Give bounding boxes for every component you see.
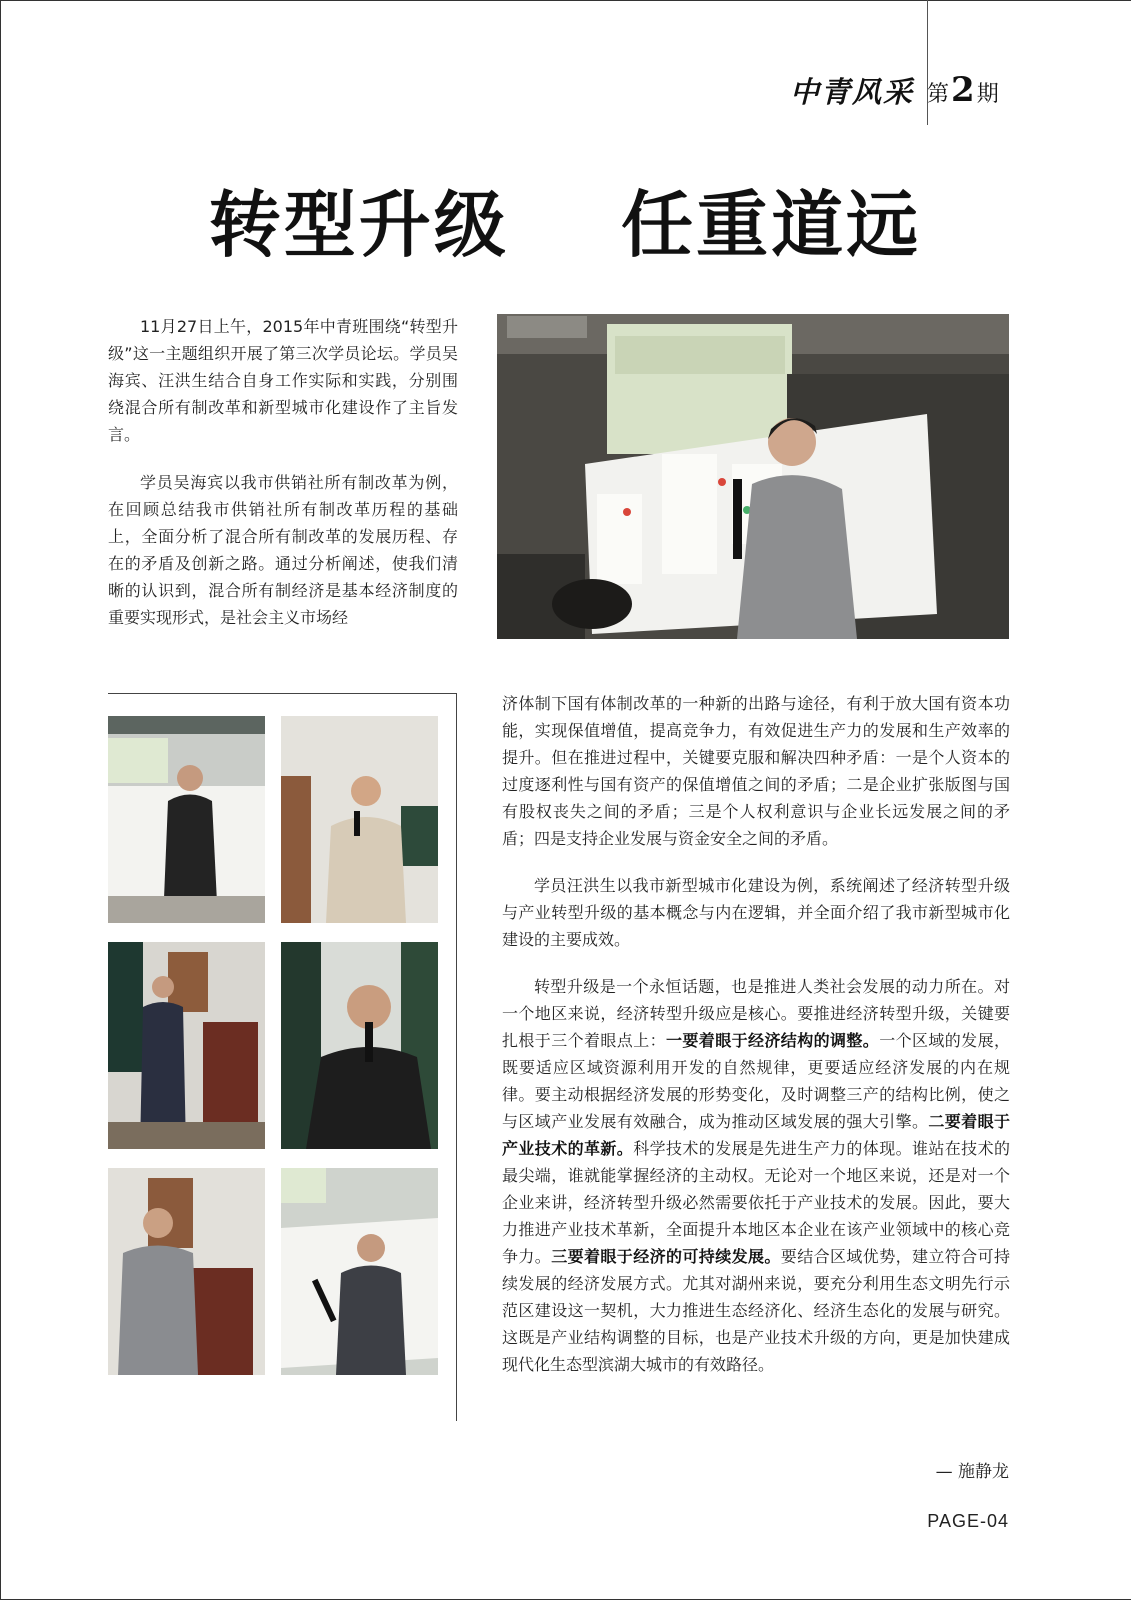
paragraph-wu: 学员吴海宾以我市供销社所有制改革为例，在回顾总结我市供销社所有制改革历程的基础上，全面分析了混合所有制改革的发展历程、存在的矛盾及创新之路。通过分析阐述，使我们清晰的认识到，混合所有制经济是基本经济制度的重要实现形式，是社会主义市场经 — [108, 473, 458, 627]
paragraph-wang: 学员汪洪生以我市新型城市化建设为例，系统阐述了经济转型升级与产业转型升级的基本概念与内在逻辑，并全面介绍了我市新型城市化建设的主要成效。 — [502, 876, 1010, 949]
issue-number: 2 — [951, 70, 975, 110]
paragraph-intro: 11月27日上午，2015年中青班围绕“转型升级”这一主题组织开展了第三次学员论坛。学员吴海宾、汪洪生结合自身工作实际和实践，分别围绕混合所有制改革和新型城市化建设作了主旨发言。 — [108, 317, 458, 444]
left-column — [108, 313, 458, 631]
paragraph-wu-continued: 济体制下国有体制改革的一种新的出路与途径，有利于放大国有资本功能，实现保值增值，提高竞争力，有效促进生产力的发展和生产效率的提升。但在推进过程中，关键要克服和解决四种矛盾：一是个人资本的过度逐利性与国有资产的保值增值之间的矛盾；二是企业扩张版图与国有股权丧失之间的矛盾；三是个人权利意识与企业长远发展之间的矛盾；四是支持企业发展与资金安全之间的矛盾。 — [502, 694, 1010, 848]
point-three: 三要着眼于经济的可持续发展。 — [551, 1247, 781, 1266]
issue-prefix: 第 — [927, 82, 950, 107]
page-number: PAGE-04 — [927, 1511, 1009, 1531]
masthead — [790, 68, 1012, 112]
issue-label — [927, 70, 999, 110]
magazine-name: 中青风采 — [790, 74, 915, 109]
speaker-thumb-3 — [108, 942, 265, 1149]
point-two: 二要着眼于产业技术的革新。 — [502, 1112, 1010, 1158]
issue-suffix: 期 — [976, 82, 999, 107]
speaker-thumb-6 — [281, 1168, 438, 1375]
speaker-thumb-1 — [108, 716, 265, 923]
speaker-photo-2-illustration — [281, 716, 438, 923]
speaker-thumb-4 — [281, 942, 438, 1149]
transformation-text-2: 一个区域的发展，既要适应区域资源利用开发的自然规律，更要适应经济发展的内在规律。要主动根据经济发展的形势变化，及时调整三产的结构比例，使之与区域产业发展有效融合，成为推动区域发展的强大引擎。 — [502, 1031, 1010, 1131]
paragraph-transformation — [502, 973, 1010, 1378]
speaker-thumb-5 — [108, 1168, 265, 1375]
speaker-photo-4-illustration — [281, 942, 438, 1149]
author-signature: — 施静龙 — [935, 1462, 1009, 1482]
article-title: 转型升级 任重道远 — [208, 183, 922, 267]
speaker-thumb-2 — [281, 716, 438, 923]
right-column — [502, 690, 1010, 1378]
speaker-photo-3-illustration — [108, 942, 265, 1149]
transformation-text-3: 科学技术的发展是先进生产力的体现。谁站在技术的最尖端，谁就能掌握经济的主动权。无论对一个地区来说，还是对一个企业来讲，经济转型升级必然需要依托于产业技术的发展。因此，要大力推进产业技术革新，全面提升本地区本企业在该产业领域中的核心竞争力。 — [502, 1139, 1010, 1266]
transformation-text-1: 转型升级是一个永恒话题，也是推进人类社会发展的动力所在。对一个地区来说，经济转型升级应是核心。要推进经济转型升级，关键要扎根于三个着眼点上： — [502, 977, 1010, 1050]
speaker-photo-6-illustration — [281, 1168, 438, 1375]
forum-speaker-photo-illustration — [497, 314, 1009, 639]
speaker-photo-1-illustration — [108, 716, 265, 923]
main-photo — [497, 314, 1009, 639]
speaker-photo-5-illustration — [108, 1168, 265, 1375]
point-one: 一要着眼于经济结构的调整。 — [666, 1031, 880, 1050]
transformation-text-4: 要结合区域优势，建立符合可持续发展的经济发展方式。尤其对湖州来说，要充分利用生态文明先行示范区建设这一契机，大力推进生态经济化、经济生态化的发展与研究。这既是产业结构调整的目标，也是产业技术升级的方向，更是加快建成现代化生态型滨湖大城市的有效路径。 — [502, 1247, 1010, 1374]
